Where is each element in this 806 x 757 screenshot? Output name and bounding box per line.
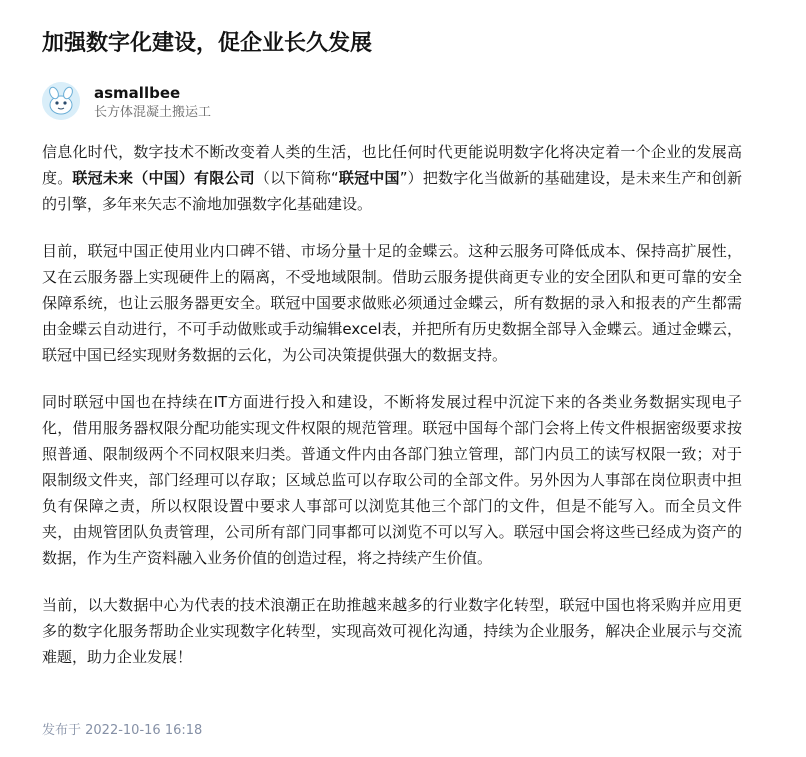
paragraph-1 xyxy=(42,139,742,217)
paragraph-1-text-a: 信息化时代，数字技术不断改变着人类的生活，也比任何时代更能说明数字化将决定着一个企业的发展高度。 xyxy=(42,143,742,187)
author-name[interactable]: asmallbee xyxy=(94,84,181,102)
paragraph-4: 当前，以大数据中心为代表的技术浪潮正在助推越来越多的行业数字化转型，联冠中国也将采购并应用更多的数字化服务帮助企业实现数字化转型，实现高效可视化沟通，持续为企业服务，解决企业展示与交流难题，助力企业发展！ xyxy=(42,596,742,666)
paragraph-1-text-c: ”）把数字化当做新的基础建设，是未来生产和创新的引擎，多年来矢志不渝地加强数字化基础建设。 xyxy=(42,169,742,213)
paragraph-1-text-b: （以下简称“ xyxy=(254,169,339,187)
paragraph-2: 目前，联冠中国正使用业内口碑不错、市场分量十足的金蝶云。这种云服务可降低成本、保持高扩展性，又在云服务器上实现硬件上的隔离，不受地域限制。借助云服务提供商更专业的安全团队和更可靠的安全保障系统，也让云服务器更安全。联冠中国要求做账必须通过金蝶云，所有数据的录入和报表的产生都需由金蝶云自动进行，不可手动做账或手动编辑excel表，并把所有历史数据全部导入金蝶云。通过金蝶云，联冠中国已经实现财务数据的云化，为公司决策提供强大的数据支持。 xyxy=(42,242,742,364)
author-info xyxy=(42,82,442,122)
author-bio: 长方体混凝土搬运工 xyxy=(94,105,212,120)
publish-time: 发布于 2022-10-16 16:18 xyxy=(42,723,203,738)
company-name-bold: 联冠未来（中国）有限公司 xyxy=(72,169,255,187)
company-short-name-bold: 联冠中国 xyxy=(338,169,400,187)
paragraph-3: 同时联冠中国也在持续在IT方面进行投入和建设，不断将发展过程中沉淀下来的各类业务数据实现电子化，借用服务器权限分配功能实现文件权限的规范管理。联冠中国每个部门会将上传文件根据密级要求按照普通、限制级两个不同权限来归类。普通文件内由各部门独立管理，部门内员工的读写权限一致；对于限制级文件夹，部门经理可以存取；区域总监可以存取公司的全部文件。另外因为人事部在岗位职责中担负有保障之责，所以权限设置中要求人事部可以浏览其他三个部门的文件，但是不能写入。而全员文件夹，由规管团队负责管理，公司所有部门同事都可以浏览不可以写入。联冠中国会将这些已经成为资产的数据，作为生产资料融入业务价值的创造过程，将之持续产生价值。 xyxy=(42,393,742,567)
bee-avatar-icon xyxy=(42,82,80,120)
avatar[interactable] xyxy=(42,82,80,120)
article-body xyxy=(42,139,742,691)
article-title: 加强数字化建设，促企业长久发展 xyxy=(42,31,373,56)
